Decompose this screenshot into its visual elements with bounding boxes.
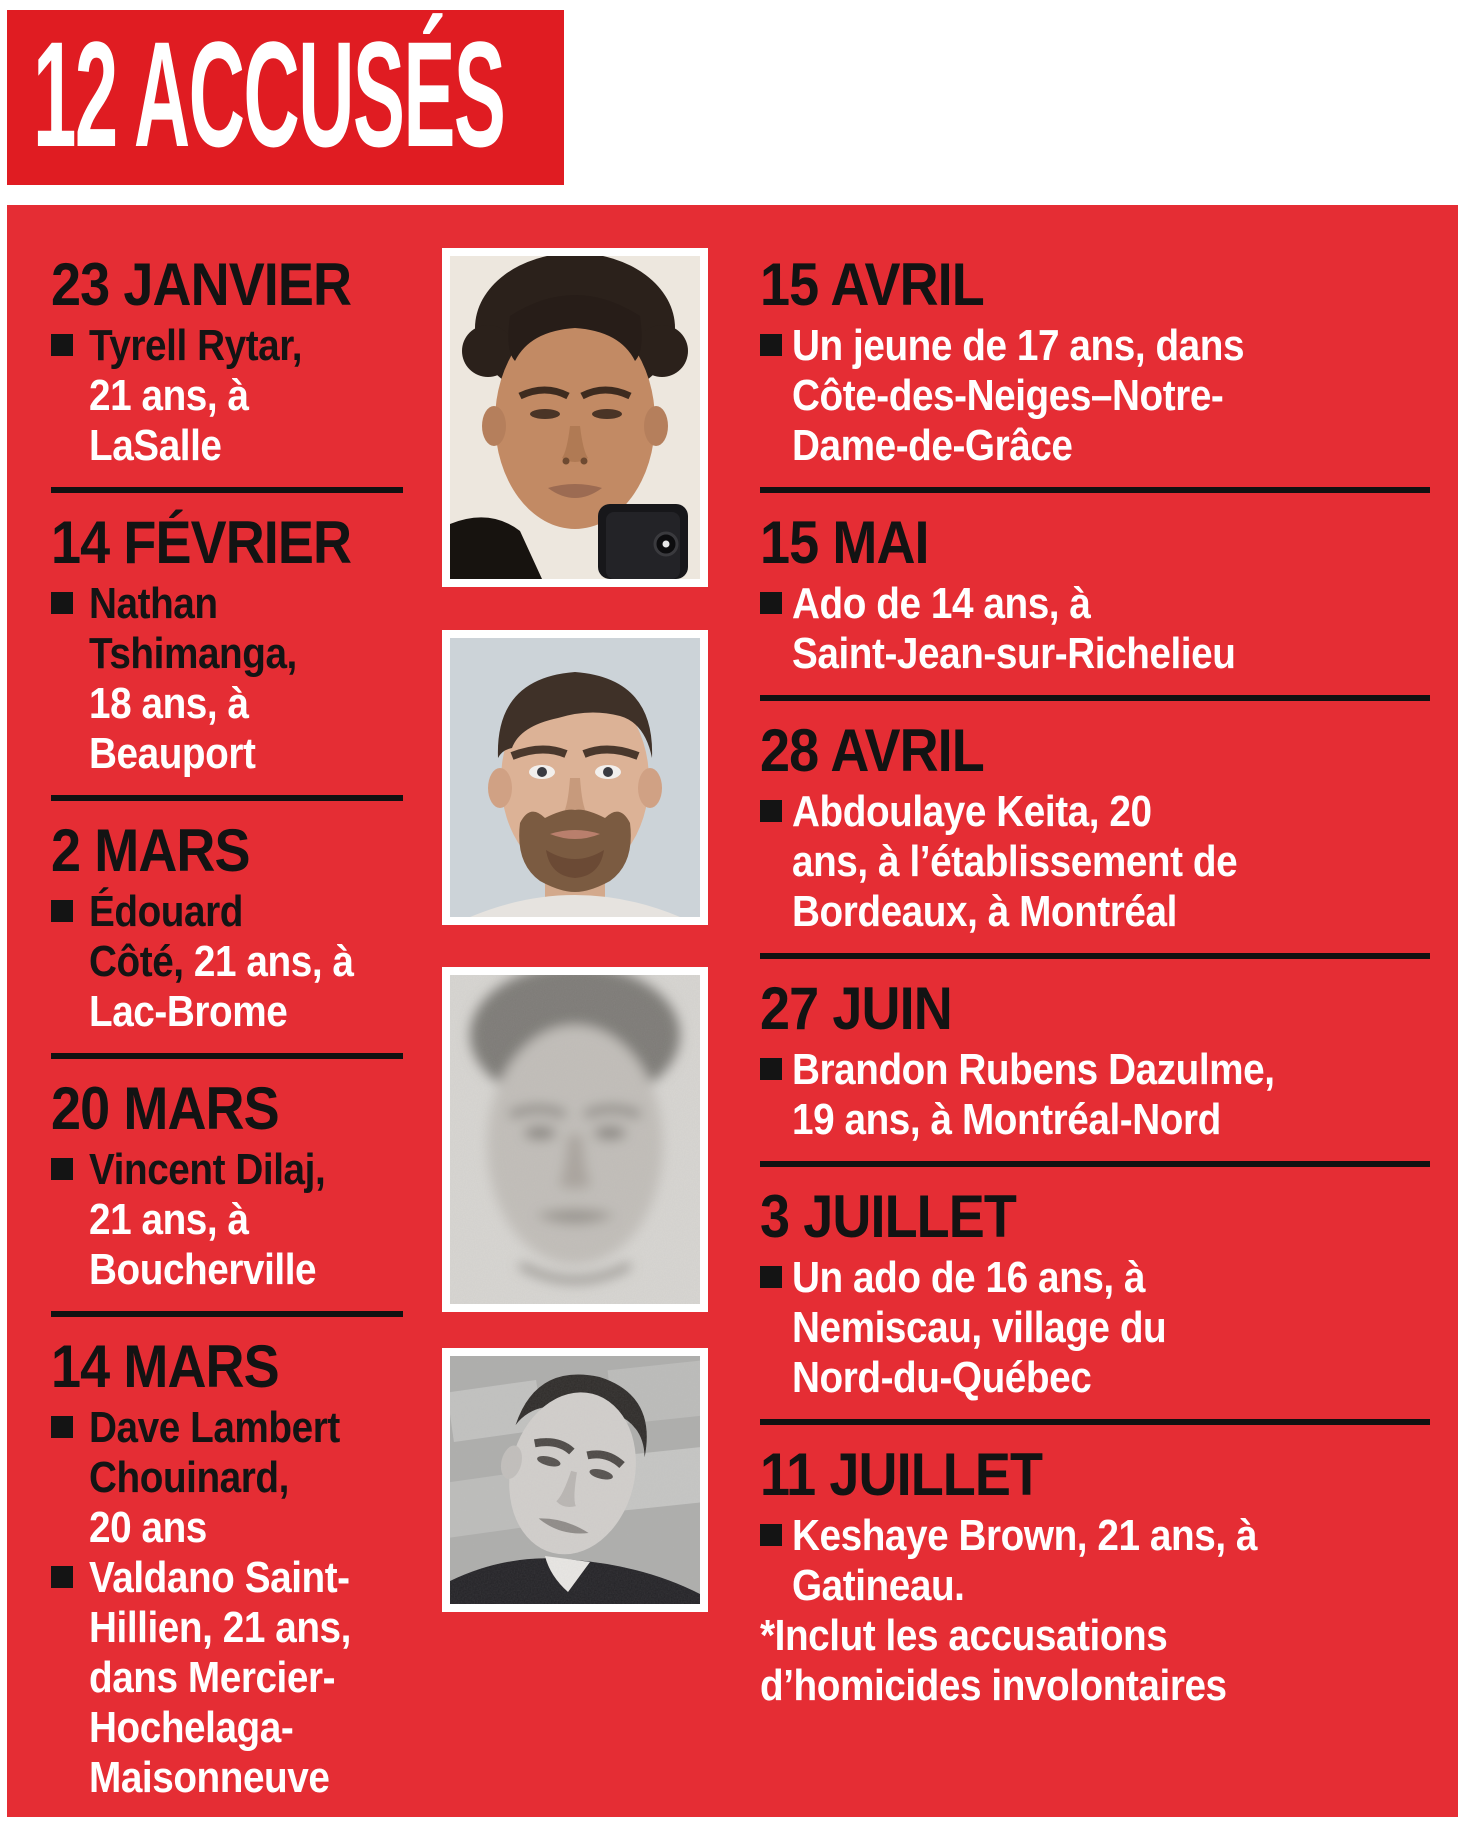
date-heading: 27 JUIN xyxy=(760,975,952,1042)
bullet-square-icon xyxy=(51,592,73,614)
title-text: 12 ACCUSÉS xyxy=(33,10,505,178)
section-divider xyxy=(760,1161,1430,1167)
entry-text-segment: Dave Lambert xyxy=(89,1403,340,1452)
section-divider xyxy=(51,1311,403,1317)
entry-text-segment: Abdoulaye Keita, 20 xyxy=(792,787,1152,836)
date-heading: 15 MAI xyxy=(760,509,929,576)
entry-text-segment: Beauport xyxy=(89,729,256,778)
entry-text-segment: Tshimanga, xyxy=(89,629,297,678)
entry-line xyxy=(89,421,408,471)
date-heading: 23 JANVIER xyxy=(51,251,352,318)
section-divider xyxy=(51,487,403,493)
entry-line xyxy=(792,579,1380,629)
entry-text-segment: Vincent Dilaj, xyxy=(89,1145,326,1194)
footnote-line: *Inclut les accusations xyxy=(760,1611,1168,1660)
title-banner xyxy=(7,10,564,185)
entry-line xyxy=(89,1553,408,1603)
entry-text-segment: Édouard xyxy=(89,887,243,936)
entry-text-segment: Tyrell Rytar, xyxy=(89,321,303,370)
section-divider xyxy=(51,795,403,801)
bullet-square-icon xyxy=(51,900,73,922)
entry-line xyxy=(89,1453,408,1503)
bullet-square-icon xyxy=(51,1158,73,1180)
entry-line xyxy=(89,937,408,987)
entry-line xyxy=(89,371,408,421)
entry-text-segment: Brandon Rubens Dazulme, xyxy=(792,1045,1275,1094)
date-heading: 20 MARS xyxy=(51,1075,279,1142)
entry-text-segment: Saint-Jean-sur-Richelieu xyxy=(792,629,1236,678)
entry-line xyxy=(89,1245,408,1295)
entry-text-segment: Valdano Saint- xyxy=(89,1553,350,1602)
entry-item xyxy=(760,1045,1460,1145)
entry-line xyxy=(89,729,408,779)
bullet-square-icon xyxy=(760,1266,782,1288)
entry-line xyxy=(792,1045,1380,1095)
bullet-square-icon xyxy=(760,800,782,822)
entry-line xyxy=(89,1403,408,1453)
entry-line xyxy=(792,1561,1380,1611)
date-heading: 14 FÉVRIER xyxy=(51,509,352,576)
section-divider xyxy=(760,1419,1430,1425)
entry-item xyxy=(51,321,451,471)
entry-text-segment: Côte-des-Neiges–Notre- xyxy=(792,371,1224,420)
date-heading: 28 AVRIL xyxy=(760,717,984,784)
entry-text-segment: ans, à l’établissement de xyxy=(792,837,1238,886)
entry-text-segment: 21 ans, à xyxy=(183,937,354,986)
entry-item xyxy=(760,579,1460,679)
section-divider xyxy=(51,1053,403,1059)
entry-item xyxy=(51,1553,451,1803)
bullet-square-icon xyxy=(760,1524,782,1546)
entry-line xyxy=(792,421,1380,471)
entry-text-segment: Dame-de-Grâce xyxy=(792,421,1073,470)
date-heading: 3 JUILLET xyxy=(760,1183,1016,1250)
main-panel xyxy=(7,205,1458,1817)
section-divider xyxy=(760,953,1430,959)
entry-text-segment: 21 ans, à xyxy=(89,1195,249,1244)
bullet-square-icon xyxy=(760,592,782,614)
bullet-square-icon xyxy=(760,1058,782,1080)
bullet-square-icon xyxy=(51,1566,73,1588)
entry-line xyxy=(89,1603,408,1653)
entry-text-segment: dans Mercier- xyxy=(89,1653,336,1702)
entry-line xyxy=(89,679,408,729)
date-heading: 14 MARS xyxy=(51,1333,279,1400)
entry-item xyxy=(760,321,1460,471)
footnote-line: d’homicides involontaires xyxy=(760,1661,1227,1710)
entry-text-segment: Maisonneuve xyxy=(89,1753,330,1802)
entry-text-segment: Lac-Brome xyxy=(89,987,288,1036)
left-column xyxy=(51,251,451,1803)
portrait-illustration xyxy=(450,638,700,917)
entry-line xyxy=(89,579,408,629)
section-divider xyxy=(760,695,1430,701)
entry-text-segment: Chouinard, xyxy=(89,1453,289,1502)
bullet-square-icon xyxy=(51,1416,73,1438)
date-heading: 15 AVRIL xyxy=(760,251,984,318)
entry-text-segment: 21 ans, à xyxy=(89,371,249,420)
entry-text-segment: Gatineau. xyxy=(792,1561,965,1610)
entry-item xyxy=(51,1403,451,1553)
entry-line xyxy=(792,1353,1380,1403)
entry-line xyxy=(89,629,408,679)
entry-line xyxy=(89,321,408,371)
entry-text-segment: Keshaye Brown, 21 ans, à xyxy=(792,1511,1258,1560)
photo-portrait-bearded-man xyxy=(442,630,708,925)
entry-text-segment: Bordeaux, à Montréal xyxy=(792,887,1177,936)
date-heading: 2 MARS xyxy=(51,817,250,884)
entry-line xyxy=(792,629,1380,679)
entry-line xyxy=(89,1653,408,1703)
entry-line xyxy=(792,371,1380,421)
bullet-square-icon xyxy=(51,334,73,356)
entry-line xyxy=(792,321,1380,371)
entry-text-segment: 20 ans xyxy=(89,1503,207,1552)
selfie-illustration xyxy=(450,256,700,579)
entry-line xyxy=(792,887,1380,937)
bullet-square-icon xyxy=(760,334,782,356)
photo-tilted-head-man-bw xyxy=(442,1348,708,1612)
entry-item xyxy=(51,579,451,779)
date-heading: 11 JUILLET xyxy=(760,1441,1043,1508)
photo-grainy-bw-face xyxy=(442,967,708,1312)
entry-line xyxy=(89,987,408,1037)
entry-line xyxy=(792,1303,1380,1353)
entry-text-segment: Hillien, 21 ans, xyxy=(89,1603,351,1652)
entry-item xyxy=(760,787,1460,937)
entry-text-segment: Ado de 14 ans, à xyxy=(792,579,1091,628)
grainy-photo-illustration xyxy=(450,975,700,1304)
entry-text-segment: Un ado de 16 ans, à xyxy=(792,1253,1146,1302)
photo-selfie-young-man xyxy=(442,248,708,587)
entry-line xyxy=(792,787,1380,837)
entry-line xyxy=(89,1195,408,1245)
entry-text-segment: Boucherville xyxy=(89,1245,317,1294)
entry-item xyxy=(51,887,451,1037)
entry-text-segment: Nord-du-Québec xyxy=(792,1353,1092,1402)
entry-text-segment: LaSalle xyxy=(89,421,222,470)
entry-text-segment: Hochelaga- xyxy=(89,1703,294,1752)
entry-text-segment: Un jeune de 17 ans, dans xyxy=(792,321,1245,370)
entry-item xyxy=(51,1145,451,1295)
entry-text-segment: 18 ans, à xyxy=(89,679,249,728)
entry-line xyxy=(792,1511,1380,1561)
entry-text-segment: Nathan xyxy=(89,579,218,628)
entry-line xyxy=(792,1253,1380,1303)
entry-line xyxy=(89,1753,408,1803)
entry-item xyxy=(760,1253,1460,1403)
entry-line xyxy=(89,1503,408,1553)
entry-line xyxy=(89,1703,408,1753)
entry-line xyxy=(792,1095,1380,1145)
entry-line xyxy=(89,1145,408,1195)
entry-line xyxy=(89,887,408,937)
section-divider xyxy=(760,487,1430,493)
right-column xyxy=(760,251,1460,1711)
entry-text-segment: Nemiscau, village du xyxy=(792,1303,1167,1352)
entry-text-segment: Côté, xyxy=(89,937,184,986)
entry-item xyxy=(760,1511,1460,1611)
tilted-head-illustration xyxy=(450,1356,700,1604)
entry-line xyxy=(792,837,1380,887)
entry-text-segment: 19 ans, à Montréal-Nord xyxy=(792,1095,1221,1144)
